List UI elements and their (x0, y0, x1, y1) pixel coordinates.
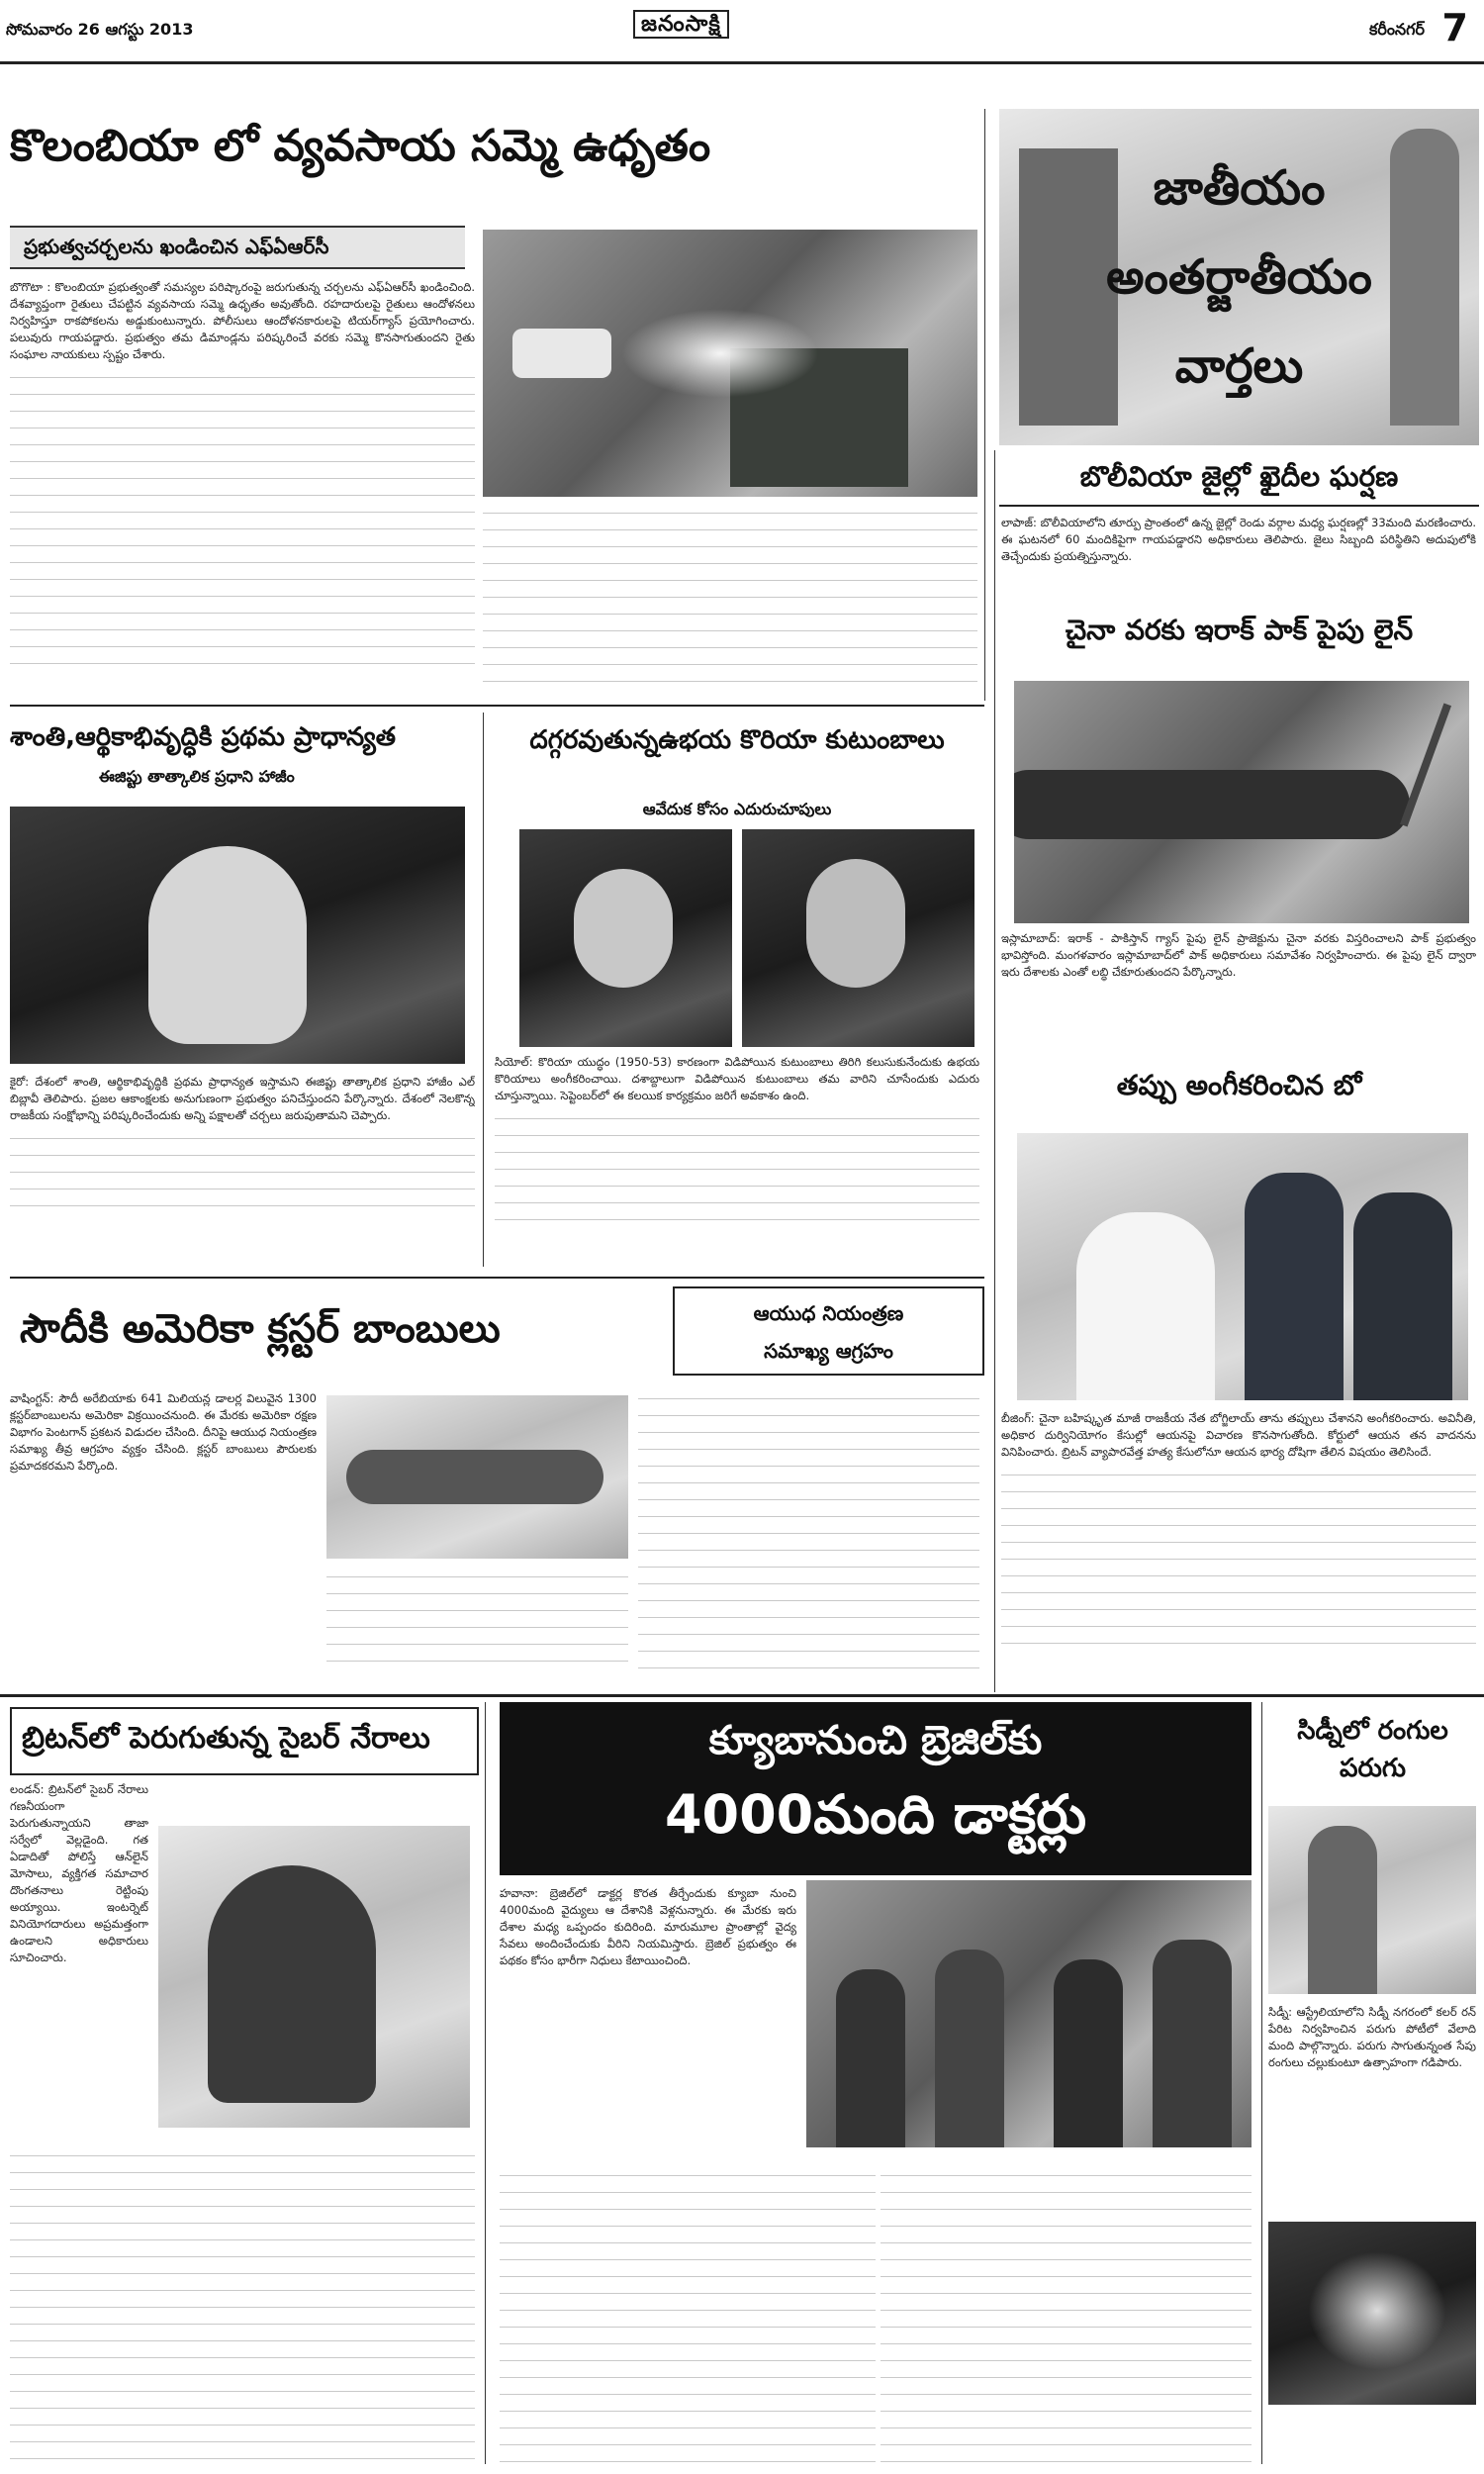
korea-headline: దగ్గరవుతున్నఉభయ కొరియా కుటుంబాలు (529, 725, 945, 755)
section-rule (0, 1694, 1484, 1697)
bomb-shape (346, 1450, 603, 1504)
section-rule (10, 705, 984, 707)
sydney-headline-1: సిడ్నీలో రంగుల (1297, 1716, 1448, 1746)
column-rule (485, 1702, 486, 2464)
egypt-subhead: ఈజిప్టు తాత్కాలిక ప్రధాని హాజీం (99, 767, 295, 786)
newspaper-name: జనంసాక్షి (633, 10, 729, 39)
colombia-body (10, 279, 475, 693)
section-rule (10, 1277, 984, 1279)
britain-headline-box (10, 1707, 479, 1775)
arms-control-box (673, 1286, 984, 1376)
colombia-body-continuation (10, 369, 475, 666)
car-shape (512, 329, 611, 378)
section-banner (999, 109, 1479, 445)
britain-body: లండన్: బ్రిటన్‌లో సైబర్ నేరాలు గణనీయంగా పెరుగుతున్నాయని తాజా సర్వేలో వెల్లడైంది. గత ఏడాదితో పోలిస్తే ఆన్‌లైన్ మోసాలు, వ్యక్తిగత సమాచార దొంగతనాలు రెట్టింపు అయ్యాయి. ఇంటర్నెట్ వినియోగదారులు అప్రమత్తంగా ఉండాలని అధికారులు సూచించారు. (10, 1782, 148, 1964)
cuba-headline-1: క్యూబానుంచి బ్రెజిల్‌కు (708, 1718, 1043, 1763)
arms-control-line-2: సమాఖ్య ఆగ్రహం (764, 1339, 893, 1363)
sydney-headline (1266, 1712, 1479, 1787)
saudi-body-continuation-1 (326, 1569, 628, 1677)
colombia-protest-photo (483, 230, 977, 497)
newspaper-logo (633, 12, 729, 42)
korea-body-text: సియోల్: కొరియా యుద్ధం (1950-53) కారణంగా విడిపోయిన కుటుంబాలు తిరిగి కలుసుకునేందుకు ఉభయ కొరియాలు అంగీకరించాయి. దశాబ్దాలుగా విడిపోయిన కుటుంబాలు తమ వారిని చూసేందుకు ఎదురు చూస్తున్నాయి. సెప్టెంబర్‌లో ఈ కలయిక కార్యక్రమం జరిగే అవకాశం ఉంది. (495, 1055, 979, 1102)
egypt-body (10, 1074, 475, 1267)
bo-headline: తప్పు అంగీకరించిన బో (1116, 1069, 1362, 1101)
bo-figure (1076, 1212, 1215, 1400)
bolivia-body: లాపాజ్: బొలీవియాలోని తూర్పు ప్రాంతంలో ఉన్న జైల్లో రెండు వర్గాల మధ్య ఘర్షణల్లో 33మంది మరణించారు. ఈ ఘటనలో 60 మందికిపైగా గాయపడ్డారని అధికారులు తెలిపారు. జైలు సిబ్బంది పరిస్థితిని అదుపులోకి తెచ్చేందుకు ప్రయత్నిస్తున్నారు. (1001, 516, 1476, 563)
banner-line-1: జాతీయం (1153, 160, 1326, 216)
korea-subhead: ఆవేదుక కోసం ఎదురుచూపులు (642, 800, 832, 818)
kim-face-shape (574, 869, 673, 988)
park-photo (742, 829, 974, 1047)
cuba-doctors-photo (806, 1880, 1252, 2147)
color-powder-cloud (1308, 2251, 1446, 2370)
colombia-body-text: బొగొటా : కొలంబియా ప్రభుత్వంతో సమస్యల పరిష్కారంపై జరుగుతున్న చర్చలను ఎఫ్‌ఏఆర్‌సీ ఖండించింది. దేశవ్యాప్తంగా రైతులు చేపట్టిన వ్యవసాయ సమ్మె ఉధృతం అవుతోంది. రహదారులపై రైతులు ఆందోళనలు నిర్వహిస్తూ రాకపోకలను అడ్డుకుంటున్నారు. పోలీసులు ఆందోళనకారులపై టియర్‌గ్యాస్ ప్రయోగించారు. పలువురు గాయపడ్డారు. ప్రభుత్వం తమ డిమాండ్లను పరిష్కరించే వరకు సమ్మె కొనసాగుతుందని రైతు సంఘాల నాయకులు స్పష్టం చేశారు. (10, 280, 475, 361)
banner-line-2: అంతర్జాతీయం (1106, 249, 1372, 305)
person-4 (1153, 1940, 1232, 2147)
colombia-body-lower (483, 505, 977, 693)
person-2 (935, 1950, 1004, 2147)
pm-face-shape (148, 846, 307, 1044)
pipeline-headline: చైనా వరకు ఇరాక్ పాక్ పైపు లైన్ (1065, 614, 1414, 646)
page-number: 7 (1441, 6, 1468, 49)
banner-text (999, 143, 1479, 411)
britain-body-continuation (10, 2147, 475, 2464)
bolivia-headline: బొలీవియా జైల్లో ఖైదీల ఘర్షణ (1079, 460, 1399, 493)
colombia-subhead: ప్రభుత్వచర్చలను ఖండించిన ఎఫ్‌ఏఆర్‌సీ (24, 235, 329, 258)
egypt-body-text: కైరో: దేశంలో శాంతి, ఆర్థికాభివృద్ధికి ప్రథమ ప్రాధాన్యత ఇస్తామని ఈజిప్టు తాత్కాలిక ప్రధాని హాజీం ఎల్ బిబ్లావీ తెలిపారు. ప్రజల ఆకాంక్షలకు అనుగుణంగా ప్రభుత్వం పనిచేస్తుందని పేర్కొన్నారు. దేశంలో నెలకొన్న రాజకీయ సంక్షోభాన్ని పరిష్కరించేందుకు అన్ని పక్షాలతో చర్చలు జరుపుతామని చెప్పారు. (10, 1075, 475, 1122)
saudi-body: వాషింగ్టన్: సౌదీ అరేబియాకు 641 మిలియన్ల డాలర్ల విలువైన 1300 క్లస్టర్‌బాంబులను అమెరికా విక్రయించనుంది. ఈ మేరకు అమెరికా రక్షణ విభాగం పెంటగాన్ ప్రకటన విడుదల చేసింది. దీనిపై ఆయుధ నియంత్రణ సమాఖ్య తీవ్ర ఆగ్రహం వ్యక్తం చేసింది. క్లస్టర్ బాంబులు పౌరులకు ప్రమాదకరమని పేర్కొంది. (10, 1391, 317, 1473)
crane-shape (1400, 704, 1451, 827)
header-rule (0, 61, 1484, 64)
colombia-subhead-bar (10, 226, 465, 269)
pipeline-body: ఇస్లామాబాద్: ఇరాక్ - పాకిస్తాన్ గ్యాస్ పైపు లైన్ ప్రాజెక్టును చైనా వరకు విస్తరించాలని పాక్ ప్రభుత్వం భావిస్తోంది. మంగళవారం ఇస్లామాబాద్‌లో పాక్ అధికారులు సమావేశం నిర్వహించారు. ఈ పైపు లైన్ ద్వారా ఇరు దేశాలకు ఎంతో లబ్ధి చేకూరుతుందని పేర్కొన్నారు. (1001, 931, 1476, 979)
britain-headline: బ్రిటన్‌లో పెరుగుతున్న సైబర్ నేరాలు (22, 1721, 430, 1756)
cuba-body-continuation-2 (881, 2167, 1252, 2464)
kim-photo (519, 829, 732, 1047)
cluster-bomb-photo (326, 1395, 628, 1559)
egypt-headline: శాంతి,ఆర్థికాభివృద్ధికి ప్రథమ ప్రాధాన్యత (10, 722, 397, 752)
color-run-photo-1 (1268, 1806, 1476, 1994)
column-rule (483, 713, 484, 1267)
officer-2-figure (1353, 1192, 1452, 1400)
officer-1-figure (1245, 1173, 1344, 1400)
bo-photo (1017, 1133, 1468, 1400)
edition-name: కరీంనగర్ (1368, 20, 1425, 39)
person-1 (836, 1969, 905, 2147)
park-face-shape (806, 859, 905, 988)
sydney-body: సిడ్నీ: ఆస్ట్రేలియాలోని సిడ్నీ నగరంలో కలర్ రన్ పేరిట నిర్వహించిన పరుగు పోటీలో వేలాది మంది పాల్గొన్నారు. పరుగు సాగుతున్నంత సేపు రంగులు చల్లుకుంటూ ఉత్సాహంగా గడిపారు. (1268, 2005, 1476, 2069)
cyber-crime-photo (158, 1826, 470, 2128)
colombia-headline: కొలంబియా లో వ్యవసాయ సమ్మె ఉధృతం (10, 121, 711, 171)
egypt-body-continuation (10, 1130, 475, 1219)
color-run-photo-2 (1268, 2222, 1476, 2405)
banner-line-3: వార్తలు (1174, 338, 1304, 394)
bo-body (1001, 1410, 1476, 1692)
bo-body-text: బీజింగ్: చైనా బహిష్కృత మాజీ రాజకీయ నేత బోగ్జిలాయ్ తాను తప్పులు చేశానని అంగీకరించారు. అవినీతి, అధికార దుర్వినియోగం కేసుల్లో ఆయనపై విచారణ కొనసాగుతోంది. కోర్టులో ఆయన తన వాదనను వినిపించారు. బ్రిటన్ వ్యాపారవేత్త హత్య కేసులోనూ ఆయన భార్య దోషిగా తేలిన విషయం తెలిసిందే. (1001, 1411, 1476, 1459)
korea-body (495, 1054, 979, 1267)
cuba-headline-2: 4000మంది డాక్టర్లు (664, 1783, 1087, 1846)
saudi-body-continuation-2 (638, 1390, 979, 1677)
cuba-body: హవానా: బ్రెజిల్‌లో డాక్టర్ల కొరత తీర్చేందుకు క్యూబా నుంచి 4000మంది వైద్యులు ఆ దేశానికి వెళ్లనున్నారు. ఈ మేరకు ఇరు దేశాల మధ్య ఒప్పందం కుదిరింది. మారుమూల ప్రాంతాల్లో వైద్య సేవలు అందించేందుకు వీరిని నియమిస్తారు. బ్రెజిల్ ప్రభుత్వం ఈ పథకం కోసం భారీగా నిధులు కేటాయించింది. (500, 1886, 796, 1967)
column-rule (994, 450, 995, 1692)
woman-silhouette (208, 1865, 376, 2103)
pipeline-photo (1014, 681, 1469, 923)
cuba-headline-box (500, 1702, 1252, 1875)
tear-gas-smoke (621, 309, 819, 398)
column-rule (1261, 1702, 1262, 2464)
saudi-headline: సౌదీకి అమెరికా క్లస్టర్ బాంబులు (20, 1306, 501, 1352)
column-rule (984, 109, 985, 701)
cuba-body-continuation-1 (500, 2167, 876, 2464)
bolivia-rule (999, 505, 1479, 507)
runner-figure (1308, 1826, 1377, 1994)
pipe-shape (1014, 770, 1410, 839)
arms-control-line-1: ఆయుధ నియంత్రణ (753, 1301, 904, 1325)
egypt-pm-photo (10, 807, 465, 1064)
issue-date: సోమవారం 26 ఆగస్టు 2013 (6, 20, 194, 39)
sydney-headline-2: పరుగు (1339, 1754, 1407, 1783)
person-3 (1054, 1959, 1123, 2147)
korea-body-continuation (495, 1110, 979, 1229)
bo-body-continuation (1001, 1467, 1476, 1645)
